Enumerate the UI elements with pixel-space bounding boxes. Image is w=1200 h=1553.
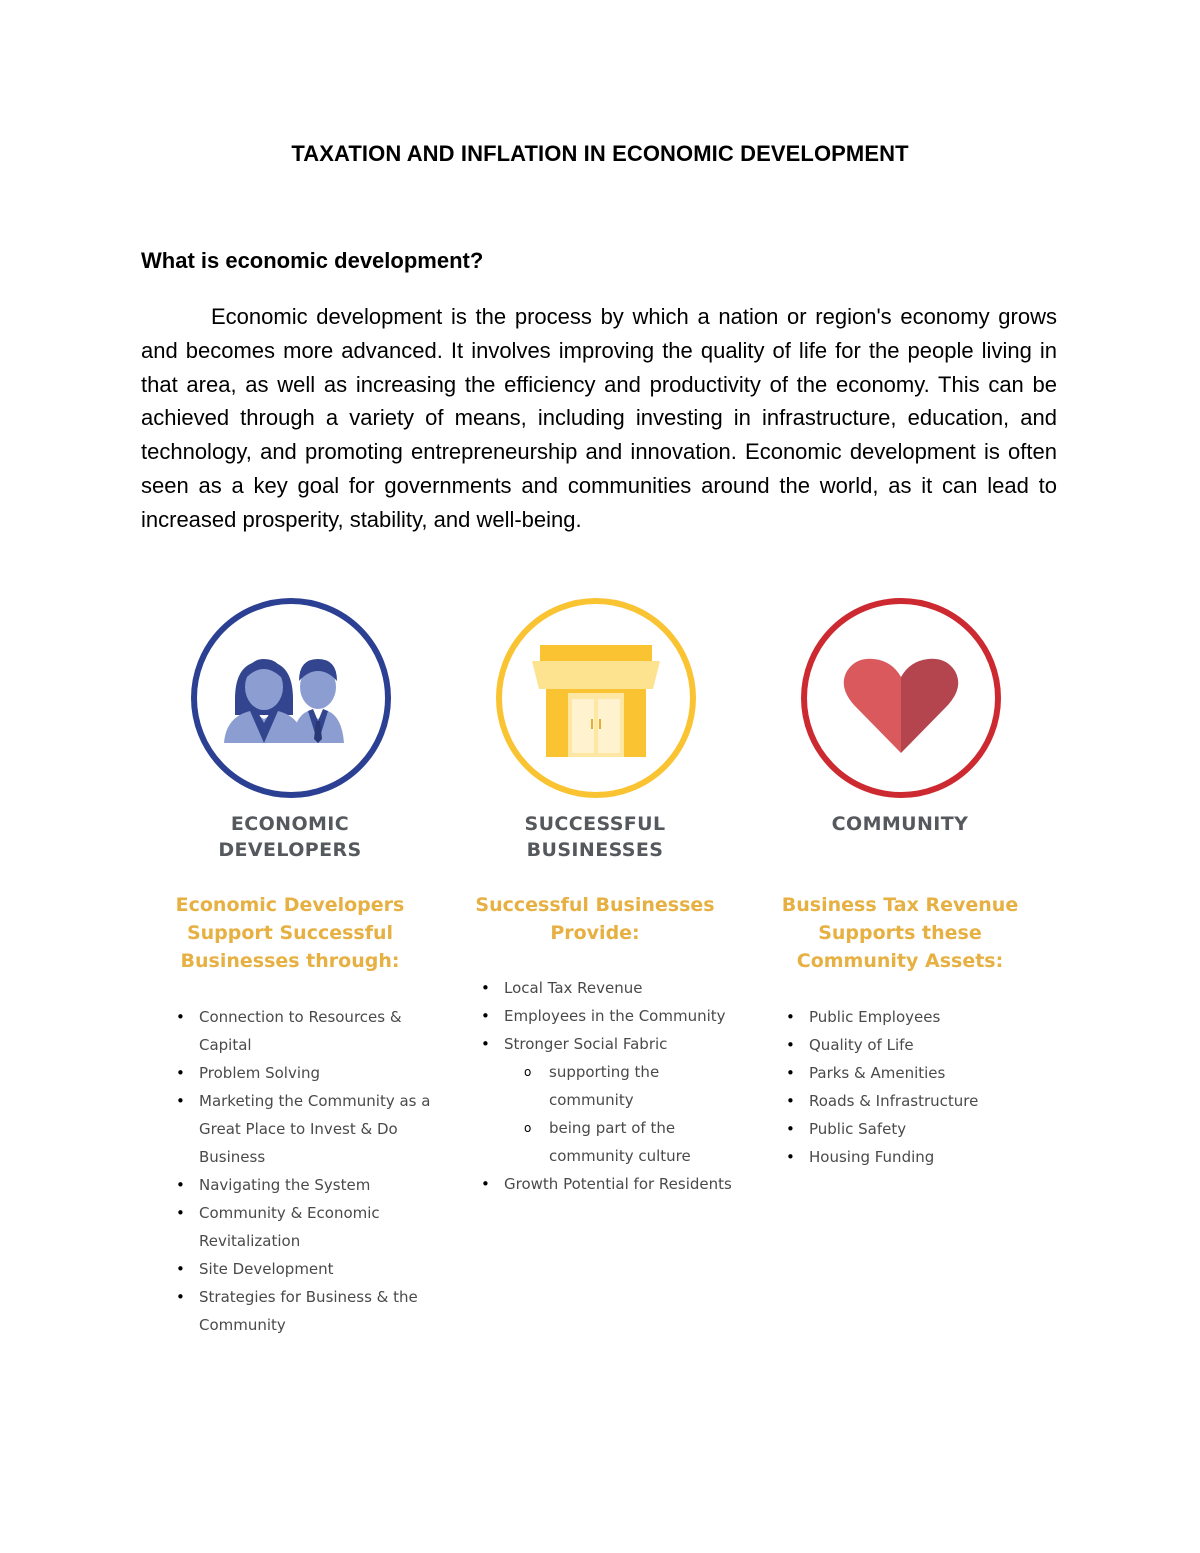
column-subtitle: Economic Developers Support Successful Businesses through: — [175, 894, 405, 972]
community-assets-list — [782, 1003, 1042, 1171]
list-item: • Local Tax Revenue — [477, 974, 737, 1002]
business-benefits-list — [477, 974, 737, 1198]
list-item: • Marketing the Community as a Great Place to Invest & Do Business — [172, 1087, 432, 1171]
column-subtitle: Business Tax Revenue Supports these Community Assets: — [781, 894, 1019, 972]
column-label: ECONOMIC DEVELOPERS — [218, 813, 362, 861]
list-item: • Roads & Infrastructure — [782, 1087, 1042, 1115]
column-subtitle: Successful Businesses Provide: — [475, 894, 715, 944]
section-heading: What is economic development? — [141, 248, 484, 273]
body-paragraph: Economic development is the process by which a nation or region's economy grows and becomes more advanced. It involves improving the quality of life for the people living in that area, as well as increasing the efficiency and productivity of the economy. This can be achieved through a variety of means, including investing in infrastructure, education, and technology, and promoting entrepreneurship and innovation. Economic development is often seen as a key goal for governments and communities around the world, as it can lead to increased prosperity, stability, and well-being. — [141, 304, 1057, 532]
list-item: • Strategies for Business & the Community — [172, 1283, 432, 1339]
list-item: • Connection to Resources & Capital — [172, 1003, 432, 1059]
column-label: COMMUNITY — [831, 813, 969, 835]
developer-services-list — [172, 1003, 432, 1339]
column-label: SUCCESSFUL BUSINESSES — [524, 813, 666, 861]
list-item: • Employees in the Community — [477, 1002, 737, 1030]
list-item: • Housing Funding — [782, 1143, 1042, 1171]
list-item: • Growth Potential for Residents — [477, 1170, 737, 1198]
list-item: • Parks & Amenities — [782, 1059, 1042, 1087]
list-item: • Site Development — [172, 1255, 432, 1283]
list-item: • Quality of Life — [782, 1031, 1042, 1059]
people-icon — [188, 595, 394, 801]
list-item: • Stronger Social Fabric — [477, 1030, 737, 1058]
list-item: • Public Employees — [782, 1003, 1042, 1031]
heart-icon — [798, 595, 1004, 801]
list-item: • Navigating the System — [172, 1171, 432, 1199]
list-item: • Public Safety — [782, 1115, 1042, 1143]
storefront-icon — [493, 595, 699, 801]
document-title: TAXATION AND INFLATION IN ECONOMIC DEVELOPMENT — [291, 141, 909, 166]
sub-list-item: o being part of the community culture — [477, 1114, 737, 1170]
sub-list-item: o supporting the community — [477, 1058, 737, 1114]
list-item: • Community & Economic Revitalization — [172, 1199, 432, 1255]
list-item: • Problem Solving — [172, 1059, 432, 1087]
